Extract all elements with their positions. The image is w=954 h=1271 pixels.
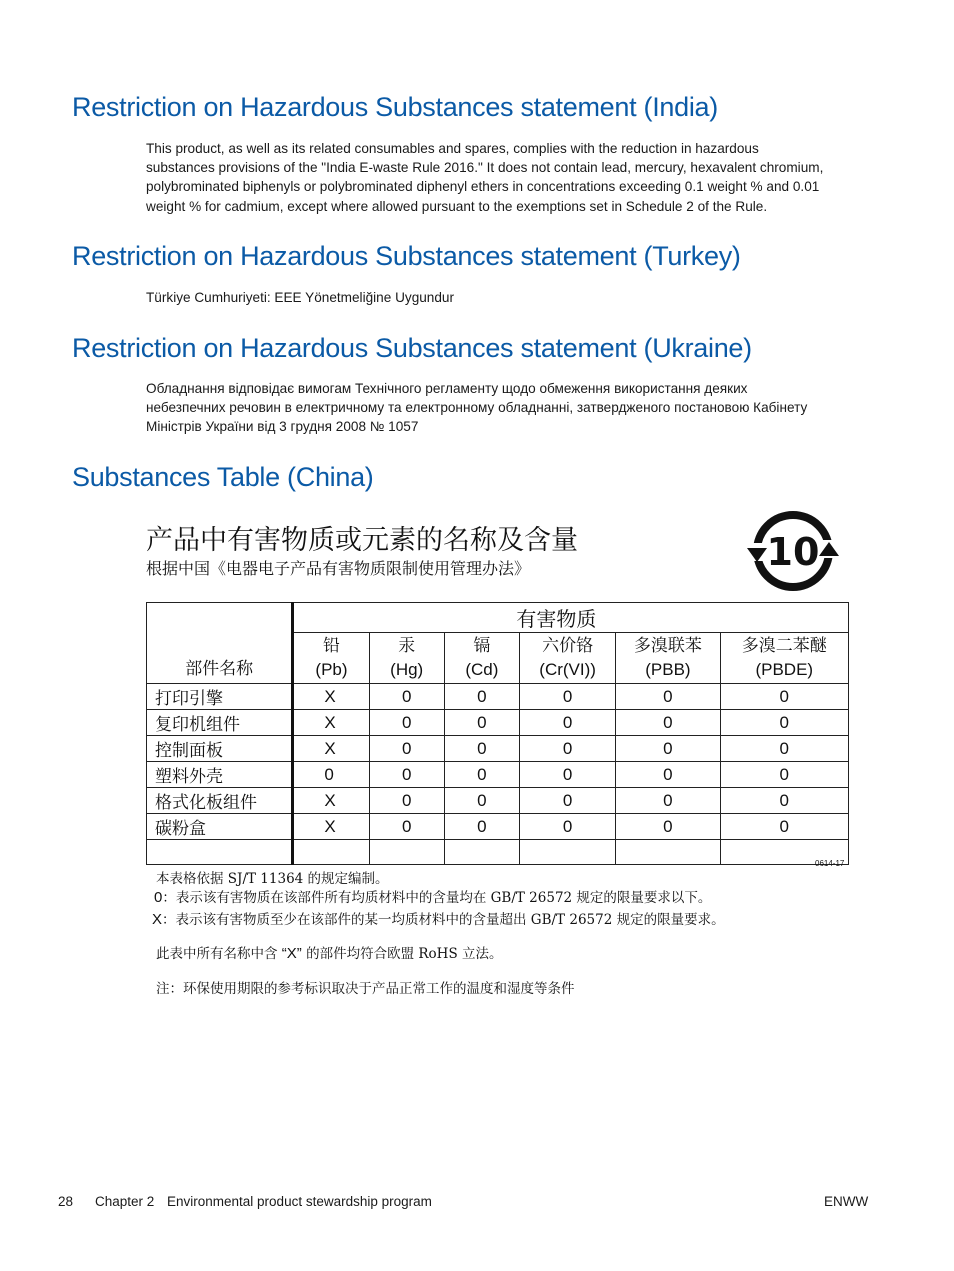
note-rohs-a: 此表中所有名称中含 [156, 946, 282, 962]
page-number: 28 [58, 1194, 74, 1209]
substances-table [146, 602, 850, 858]
substance-value-cell: 0 [520, 762, 616, 788]
note-rohs-x: “X” [281, 945, 302, 962]
substance-value-cell: 0 [444, 788, 519, 814]
table-code: 0614-17 [815, 859, 845, 868]
ukraine-line: небезпечних речовин в електричному та електронному обладнанні, затвердженого постановою Кабінету [146, 400, 808, 416]
logo-number: 10 [766, 530, 820, 574]
table-row [147, 814, 849, 840]
footer-right: ENWW [824, 1194, 869, 1209]
element-symbol: (Cd) [465, 660, 499, 679]
table-row [147, 762, 849, 788]
substance-value-cell: X [293, 684, 369, 710]
element-header [369, 633, 444, 684]
substance-value-cell: 0 [369, 684, 444, 710]
substance-value-cell: 0 [293, 762, 369, 788]
india-line: weight % for cadmium, except where allowed pursuant to the exemptions set in Schedule 2 of the Rule. [146, 198, 768, 214]
india-line: polybrominated biphenyls or polybrominated diphenyl ethers in concentrations exceeding 0.1 weight % and 0.01 [146, 179, 820, 195]
ukraine-line: Міністрів України від 3 грудня 2008 № 1057 [146, 419, 419, 435]
substance-value-cell: 0 [369, 762, 444, 788]
substance-value-cell: 0 [369, 736, 444, 762]
part-name-cell: 塑料外壳 [147, 762, 293, 788]
india-line: This product, as well as its related consumables and spares, complies with the reduction in hazardous [146, 141, 759, 156]
element-symbol: (Cr(VI)) [539, 660, 596, 679]
substance-value-cell: 0 [520, 814, 616, 840]
note-zero-text: ：表示该有害物质在该部件所有均质材料中的含量均在 GB/T 26572 规定的限量要求以下。 [162, 890, 712, 906]
part-name-cell: 碳粉盒 [147, 814, 293, 840]
element-symbol: (PBB) [645, 660, 691, 679]
table-row [147, 684, 849, 710]
note-x-lead: X [152, 911, 163, 928]
part-name-header: 部件名称 [147, 603, 293, 684]
heading-ukraine: Restriction on Hazardous Substances statement (Ukraine) [72, 333, 752, 363]
element-header [720, 633, 848, 684]
hazardous-substances-header: 有害物质 [293, 603, 849, 633]
substance-value-cell: 0 [369, 710, 444, 736]
substance-value-cell: 0 [616, 762, 720, 788]
note-x-text: ：表示该有害物质至少在该部件的某一均质材料中的含量超出 GB/T 26572 规定的限量要求。 [162, 912, 725, 928]
ukraine-line: Обладнання відповідає вимогам Технічного регламенту щодо обмеження використання деяких [146, 381, 748, 396]
substance-value-cell: 0 [444, 762, 519, 788]
part-name-cell: 打印引擎 [147, 684, 293, 710]
note-x [152, 908, 725, 928]
substance-value-cell: 0 [520, 736, 616, 762]
substance-value-cell: 0 [616, 684, 720, 710]
substance-value-cell: 0 [444, 684, 519, 710]
table-row [147, 788, 849, 814]
note-rohs-b: 的部件均符合欧盟 RoHS 立法。 [301, 946, 503, 962]
table-row [147, 710, 849, 736]
part-name-cell: 格式化板组件 [147, 788, 293, 814]
table-row [147, 736, 849, 762]
substance-value-cell: 0 [616, 736, 720, 762]
substance-value-cell [369, 840, 444, 865]
substance-value-cell: 0 [616, 814, 720, 840]
element-name: 镉 [473, 636, 491, 656]
substance-value-cell [444, 840, 519, 865]
substances-table-title: 产品中有害物质或元素的名称及含量 [146, 525, 578, 556]
element-name: 多溴联苯 [633, 636, 702, 656]
footer-chapter: Chapter 2 [95, 1194, 155, 1209]
substance-value-cell: 0 [720, 788, 848, 814]
substance-value-cell: 0 [369, 788, 444, 814]
element-name: 六价铬 [542, 636, 594, 656]
note-zero [154, 886, 711, 906]
substance-value-cell: 0 [720, 762, 848, 788]
note-basis: 本表格依据 SJ/T 11364 的规定编制。 [156, 871, 389, 887]
element-symbol: (Hg) [390, 660, 424, 679]
substance-value-cell: X [293, 736, 369, 762]
substance-value-cell: 0 [520, 684, 616, 710]
substance-value-cell: 0 [616, 788, 720, 814]
substance-value-cell: 0 [444, 736, 519, 762]
substance-value-cell: 0 [369, 814, 444, 840]
part-name-cell: 控制面板 [147, 736, 293, 762]
heading-turkey: Restriction on Hazardous Substances statement (Turkey) [72, 241, 741, 271]
element-name: 铅 [322, 636, 340, 656]
substance-value-cell: 0 [720, 736, 848, 762]
note-zero-lead: 0 [154, 889, 163, 906]
substance-value-cell: 0 [616, 710, 720, 736]
substance-value-cell [293, 840, 369, 865]
substance-value-cell: 0 [444, 814, 519, 840]
ukraine-paragraph [146, 379, 807, 437]
element-header [520, 633, 616, 684]
substance-value-cell: 0 [520, 788, 616, 814]
element-name: 汞 [398, 636, 416, 656]
element-name: 多溴二苯醚 [741, 636, 827, 656]
substance-value-cell: 0 [720, 710, 848, 736]
india-line: substances provisions of the "India E-waste Rule 2016." It does not contain lead, mercury, hexavalent chromium, [146, 160, 824, 176]
substance-value-cell: 0 [720, 684, 848, 710]
substance-value-cell: 0 [720, 814, 848, 840]
note-rohs [156, 942, 502, 962]
substance-value-cell: X [293, 710, 369, 736]
note-env: 注：环保使用期限的参考标识取决于产品正常工作的温度和湿度等条件 [156, 981, 575, 997]
substance-value-cell: 0 [444, 710, 519, 736]
part-name-cell [147, 840, 293, 865]
epup-10-logo [747, 510, 839, 592]
element-symbol: (PBDE) [755, 660, 814, 679]
table-row [147, 840, 849, 865]
element-header [616, 633, 720, 684]
substance-value-cell [616, 840, 720, 865]
heading-china: Substances Table (China) [72, 462, 374, 492]
substance-value-cell [520, 840, 616, 865]
substances-table-subtitle: 根据中国《电器电子产品有害物质限制使用管理办法》 [146, 559, 531, 578]
substance-value-cell: X [293, 814, 369, 840]
footer-chapter-title: Environmental product stewardship program [167, 1194, 432, 1209]
element-header [293, 633, 369, 684]
part-name-cell: 复印机组件 [147, 710, 293, 736]
heading-india: Restriction on Hazardous Substances statement (India) [72, 92, 718, 122]
element-symbol: (Pb) [315, 660, 348, 679]
turkey-paragraph: Türkiye Cumhuriyeti: EEE Yönetmeliğine Uygundur [146, 290, 455, 305]
element-header [444, 633, 519, 684]
substance-value-cell: X [293, 788, 369, 814]
india-paragraph [146, 139, 823, 216]
substance-value-cell: 0 [520, 710, 616, 736]
